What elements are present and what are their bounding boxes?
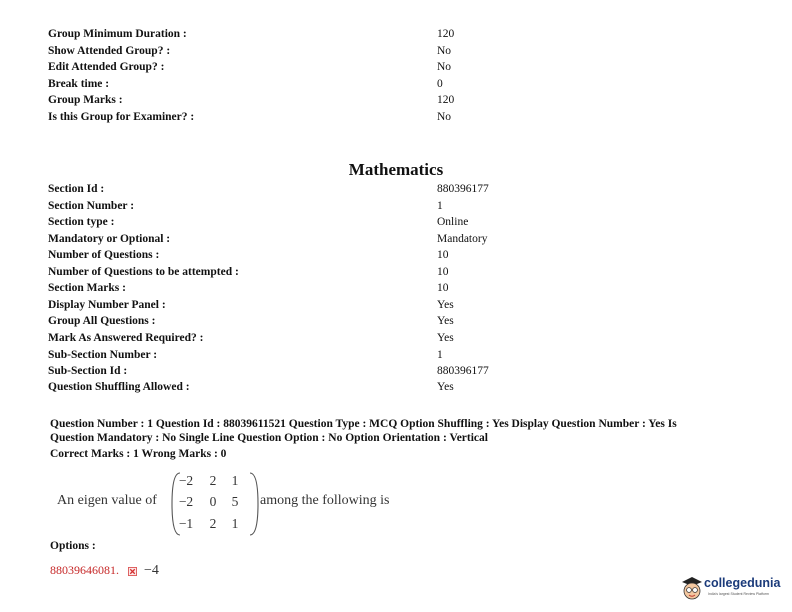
questions-to-attempt-row [48,266,748,283]
question-meta-line2: Question Mandatory : No Single Line Question Option : No Option Orientation : Vertical [50,432,488,444]
question-shuffling-row [48,381,748,398]
group-min-duration-row [48,28,748,45]
field-label: Is this Group for Examiner? : [48,111,195,123]
question-text-before: An eigen value of [57,493,157,508]
field-value: 880396177 [437,365,489,377]
field-label: Group Minimum Duration : [48,28,187,40]
field-value: Yes [437,315,454,327]
field-label: Mandatory or Optional : [48,233,171,245]
field-label: Section type : [48,216,115,228]
field-label: Edit Attended Group? : [48,61,165,73]
field-label: Break time : [48,78,110,90]
question-marks: Correct Marks : 1 Wrong Marks : 0 [50,448,227,460]
options-label: Options : [50,540,96,552]
graduate-mascot-icon [680,574,704,604]
field-value: Yes [437,299,454,311]
mandatory-optional-row [48,233,748,250]
field-value: Mandatory [437,233,488,245]
field-label: Number of Questions to be attempted : [48,266,239,278]
field-label: Section Marks : [48,282,126,294]
field-label: Number of Questions : [48,249,160,261]
matrix-cell: −1 [178,516,194,531]
section-type-row [48,216,748,233]
matrix-cell: −2 [178,473,194,488]
field-label: Question Shuffling Allowed : [48,381,190,393]
question-meta [50,417,740,445]
show-attended-group-row [48,45,748,62]
field-value: 10 [437,266,449,278]
matrix-cell: 2 [209,473,217,488]
group-marks-row [48,94,748,111]
display-number-panel-row [48,299,748,316]
matrix-cell: 1 [231,516,239,531]
sub-section-number-row [48,349,748,366]
sub-section-id-row [48,365,748,382]
logo-tagline: India's largest Student Review Platform [708,592,769,596]
field-value: 10 [437,282,449,294]
field-label: Section Id : [48,183,105,195]
group-all-questions-row [48,315,748,332]
field-value: No [437,61,452,73]
collegedunia-logo [680,572,788,608]
field-value: No [437,45,452,57]
matrix-cell: 0 [209,494,217,509]
field-value: 0 [437,78,443,90]
cross-mark-icon [128,567,137,576]
field-value: Yes [437,381,454,393]
edit-attended-group-row [48,61,748,78]
field-value: No [437,111,452,123]
field-label: Mark As Answered Required? : [48,332,204,344]
matrix-cell: 2 [209,516,217,531]
mark-as-answered-row [48,332,748,349]
field-label: Display Number Panel : [48,299,166,311]
field-value: 880396177 [437,183,489,195]
question-meta-line1: Question Number : 1 Question Id : 88039611521 Question Type : MCQ Option Shuffling : Yes Display Question Number : Yes Is [50,418,677,430]
section-title: Mathematics [348,160,444,179]
section-marks-row [48,282,748,299]
group-for-examiner-row [48,111,748,128]
option-id: 88039646081. [50,563,119,577]
break-time-row [48,78,748,95]
option-item[interactable] [50,563,159,579]
field-value: 10 [437,249,449,261]
section-number-row [48,200,748,217]
question-text-after: among the following is [260,493,390,508]
matrix-cell: −2 [178,494,194,509]
section-id-row [48,183,748,200]
matrix-cell: 5 [231,494,239,509]
field-label: Sub-Section Id : [48,365,128,377]
field-value: Yes [437,332,454,344]
field-value: 120 [437,94,455,106]
matrix-cell: 1 [231,473,239,488]
field-value: 1 [437,200,443,212]
question-matrix [171,471,259,537]
field-value: 120 [437,28,455,40]
field-label: Group All Questions : [48,315,156,327]
option-value: −4 [144,563,159,578]
field-value: 1 [437,349,443,361]
field-label: Sub-Section Number : [48,349,158,361]
field-value: Online [437,216,469,228]
field-label: Section Number : [48,200,135,212]
field-label: Group Marks : [48,94,123,106]
logo-name: collegedunia [704,576,781,590]
number-of-questions-row [48,249,748,266]
field-label: Show Attended Group? : [48,45,171,57]
